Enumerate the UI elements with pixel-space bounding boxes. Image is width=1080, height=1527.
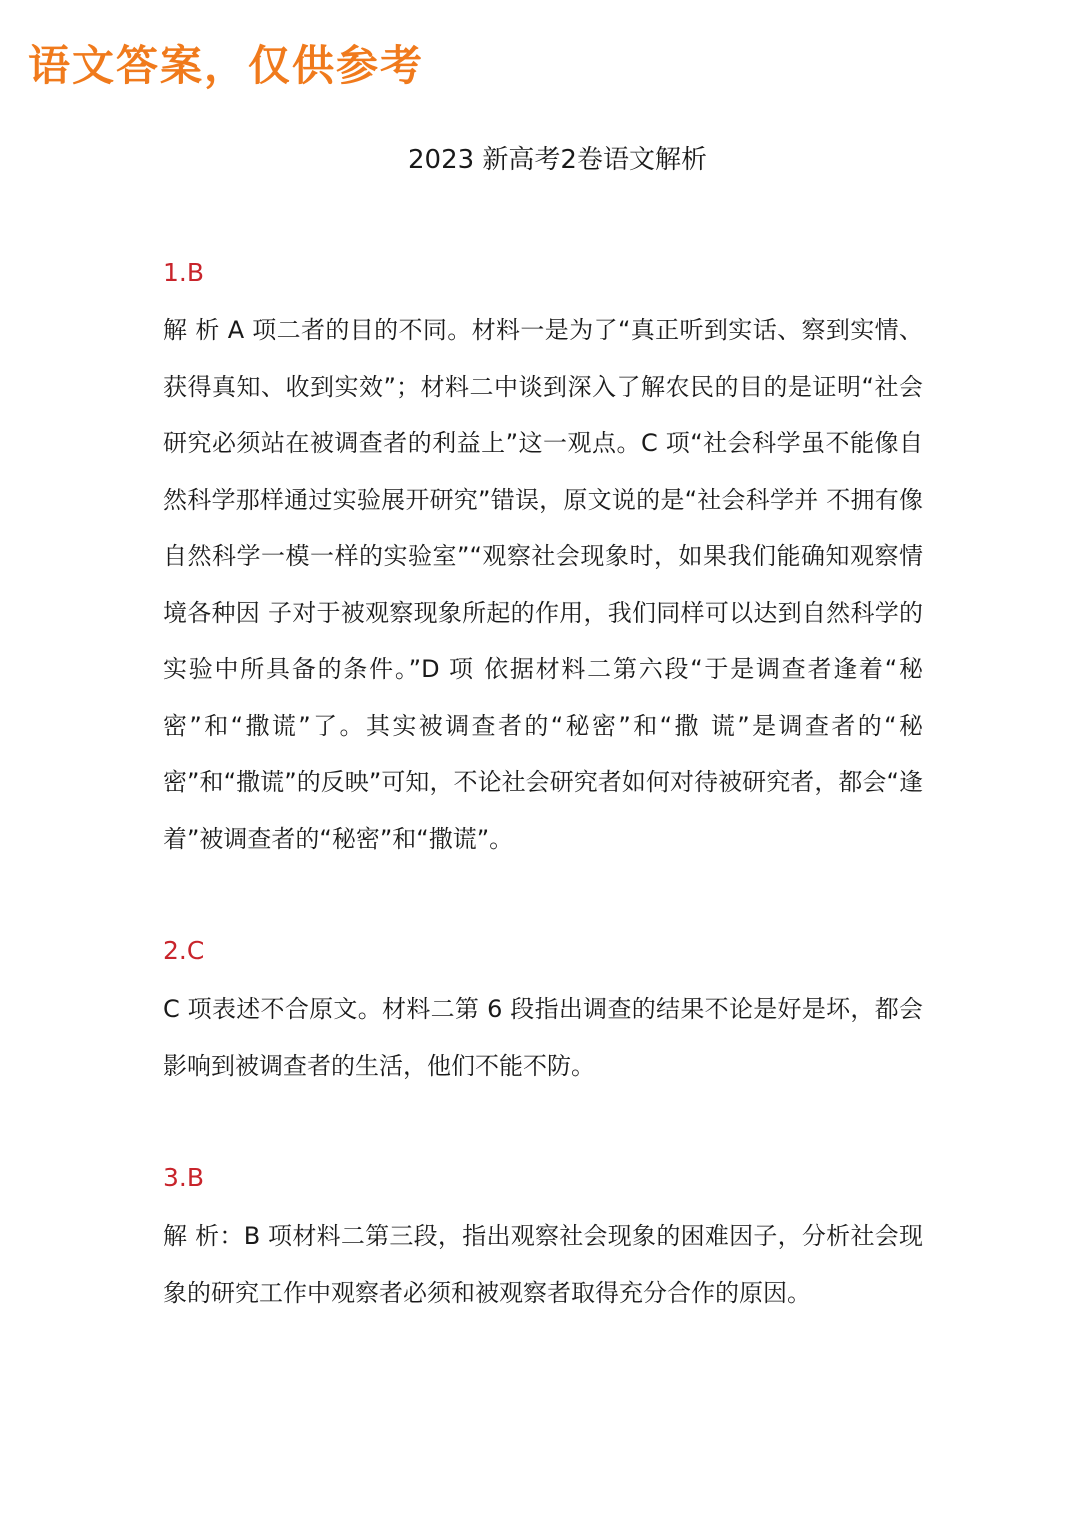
question-3-explanation: 解 析：B 项材料二第三段，指出观察社会现象的困难因子，分析社会现象的研究工作中观察者必须和被观察者取得充分合作的原因。 <box>163 1222 923 1307</box>
document-title: 2023 新高考2卷语文解析 <box>408 145 707 175</box>
question-1-explanation: 解 析 A 项二者的目的不同。材料一是为了“真正听到实话、察到实情、获得真知、收到实效”；材料二中谈到深入了解农民的目的是证明“社会研究必须站在被调查者的利益上”这一观点。C 项“社会科学虽不能像自然科学那样通过实验展开研究”错误，原文说的是“社会科学并 不拥有像自然科学一模一样的实验室”“观察社会现象时，如果我们能确知观察情境各种因 子对于被观察现象所起的作用，我们同样可以达到自然科学的实验中所具备的条件。”D 项 依据材料二第六段“于是调查者逢着“秘密”和“撒谎”了。其实被调查者的“秘密”和“撒 谎”是调查者的“秘密”和“撒谎”的反映”可知，不论社会研究者如何对待被研究者，都会“逢着”被调查者的“秘密”和“撒谎”。 <box>163 316 923 853</box>
watermark-banner: 语文答案，仅供参考 <box>28 41 425 90</box>
question-2-answer-label: 2.C <box>163 936 205 965</box>
question-2-explanation: C 项表述不合原文。材料二第 6 段指出调查的结果不论是好是坏，都会影响到被调查者的生活，他们不能不防。 <box>163 995 923 1080</box>
question-3-answer-label: 3.B <box>163 1163 205 1192</box>
question-1-answer-label: 1.B <box>163 258 205 287</box>
